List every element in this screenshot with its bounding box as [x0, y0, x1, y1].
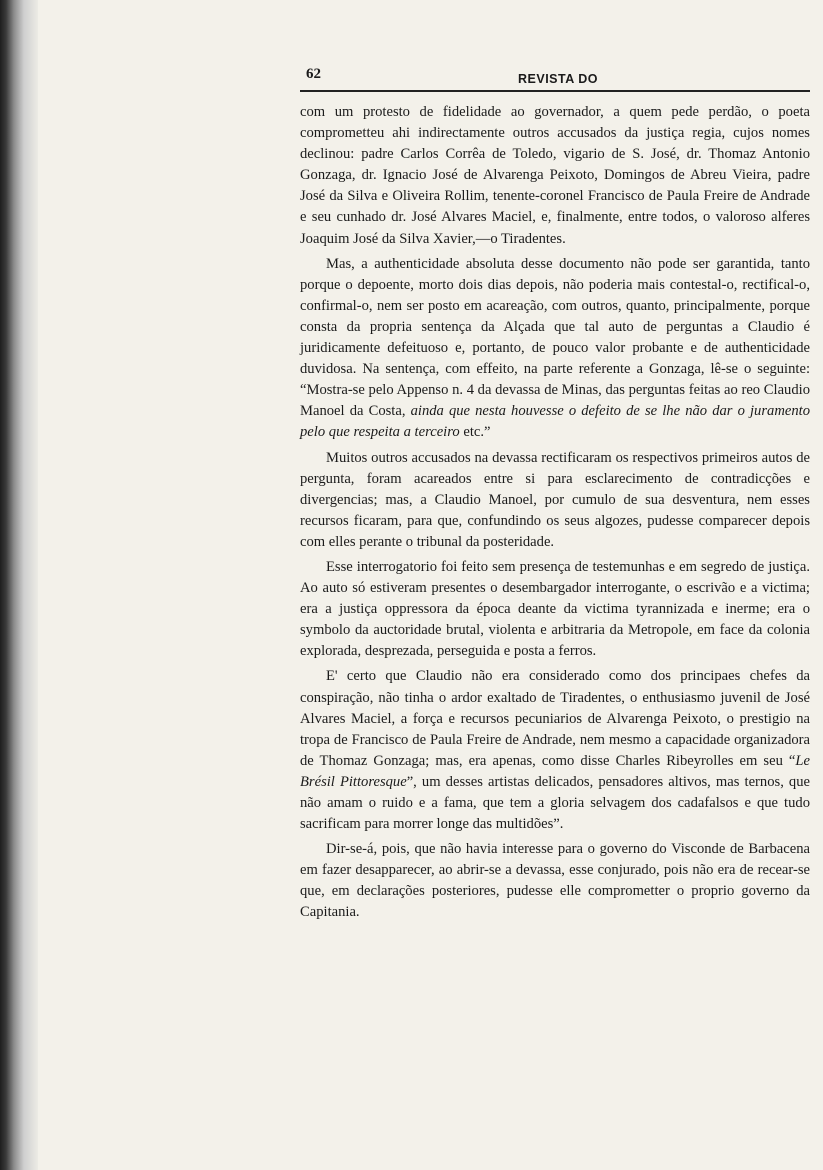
- paragraph-4: Esse interrogatorio foi feito sem presença de testemunhas e em segredo de justiça. Ao auto só estiveram presentes o desembargador interrogante, o escrivão e a victima; era a justiça oppressora da época deante da victima tyrannizada e inerme; era o symbolo da auctoridade brutal, violenta e arbitraria da Metropole, em face da colonia explorada, desprezada, perseguida e posta a ferros.: [300, 558, 810, 660]
- document-page: [300, 64, 810, 928]
- paragraph-2-text: Mas, a authenticidade absoluta desse documento não pode ser garantida, tanto porque o depoente, morto dois dias depois, não poderia mais contestal-o, rectifical-o, confirmal-o, nem ser posto em acareação, com outros, quanto, principalmente, porque consta da propria sentença da Alçada que tal auto de perguntas a Claudio é juridicamente defeituoso e, portanto, de pouco valor probante e de authenticidade duvidosa. Na sentença, com effeito, na parte referente a Gonzaga, lê-se o seguinte: “Mostra-se pelo Appenso n. 4 da devassa de Minas, das perguntas feitas ao reo Claudio Manoel da Costa,: [300, 255, 810, 420]
- paragraph-2-quote-italic: ainda que nesta houvesse o defeito de se lhe não dar o juramento pelo que respeita a terceiro: [300, 403, 810, 441]
- paragraph-5: [300, 666, 810, 835]
- paragraph-6: Dir-se-á, pois, que não havia interesse para o governo do Visconde de Barbacena em fazer desapparecer, ao abrir-se a devassa, esse conjurado, pois não era de recear-se que, em declarações posteriores, pudesse elle comprometter o proprio governo da Capitania.: [300, 841, 810, 921]
- paragraph-5-tail: ”, um desses artistas delicados, pensadores altivos, mas ternos, que não amam o ruido e a fama, que tem a gloria selvagem dos cadafalsos e que tudo sacrificam para morrer longe das multidões”.: [300, 773, 811, 833]
- body-text: [300, 102, 810, 924]
- paragraph-2: [300, 254, 810, 444]
- paragraph-1: com um protesto de fidelidade ao governador, a quem pede perdão, o poeta comprometteu ahi indirectamente outros accusados da justiça regia, cujos nomes declinou: padre Carlos Corrêa de Toledo, vigario de S. José, dr. Thomaz Antonio Gonzaga, dr. Ignacio José de Alvarenga Peixoto, Domingos de Abreu Vieira, padre José da Silva e Oliveira Rollim, tenente-coronel Francisco de Paula Freire de Andrade e seu cunhado dr. José Alvares Maciel, e, finalmente, entre todos, o valoroso alferes Joaquim José da Silva Xavier,—o Tiradentes.: [300, 104, 810, 247]
- running-header: [300, 64, 810, 92]
- paragraph-5-text: E' certo que Claudio não era considerado como dos principaes chefes da conspiração, não tinha o ardor exaltado de Tiradentes, o enthusiasmo juvenil de José Alvares Maciel, a força e recursos pecuniarios de Alvarenga Peixoto, o prestigio na tropa de Francisco de Paula Freire de Andrade, nem mesmo a capacidade organizadora de Thomaz Gonzaga; mas, era apenas, como disse Charles Ribeyrolles em seu “: [300, 668, 810, 769]
- book-binding-edge: [0, 0, 38, 1170]
- paragraph-2-tail: etc.”: [459, 424, 491, 441]
- book-title-italic: Le Brésil Pittoresque: [300, 752, 810, 790]
- paragraph-3: Muitos outros accusados na devassa rectificaram os respectivos primeiros autos de pergunta, foram acareados entre si para esclarecimento de contradicções e divergencias; mas, a Claudio Manoel, por cumulo de sua desventura, nem esses recursos ficaram, para que, confundindo os seus algozes, pudesse comparecer depois com elles perante o tribunal da posteridade.: [300, 449, 810, 550]
- page-number: 62: [306, 66, 321, 82]
- journal-title: REVISTA DO: [518, 72, 599, 86]
